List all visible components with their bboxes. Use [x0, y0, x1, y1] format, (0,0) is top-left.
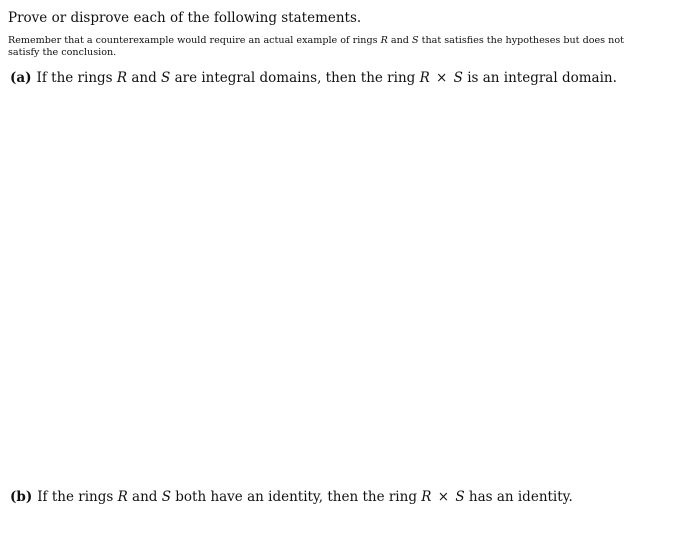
problem-b-text-2: and [127, 489, 162, 505]
instructions-heading: Prove or disprove each of the following statements. [8, 10, 362, 26]
problem-b-ring-s: S [161, 489, 171, 505]
problem-b-text-1: If the rings [37, 489, 118, 505]
ring-s-symbol: S [411, 35, 419, 46]
problem-b-product-r: R [421, 489, 432, 505]
problem-a-product-r: R [419, 70, 430, 86]
problem-b-times-symbol: × [437, 489, 450, 505]
problem-b-statement [10, 488, 573, 506]
problem-a-ring-s: S [161, 70, 171, 86]
problem-a-product-s: S [453, 70, 463, 86]
problem-a-text-1: If the rings [36, 70, 117, 86]
counterexample-note [8, 35, 658, 58]
problem-a-answer-area[interactable] [8, 92, 658, 482]
problem-b-product-s: S [455, 489, 465, 505]
note-text-end: that satisfies the hypotheses but does not satisfy the conclusion. [8, 35, 624, 58]
problem-a-text-2: and [127, 70, 162, 86]
problem-a-statement [10, 69, 617, 87]
problem-b-text-4: has an identity. [464, 489, 573, 505]
note-text-start: Remember that a counterexample would require an actual example of rings [8, 35, 381, 46]
note-text-and: and [387, 35, 412, 46]
problem-a-text-4: is an integral domain. [462, 70, 617, 86]
ring-r-symbol: R [380, 35, 388, 46]
problem-b-label: (b) [10, 489, 33, 505]
problem-b-text-3: both have an identity, then the ring [170, 489, 422, 505]
problem-a-text-3: are integral domains, then the ring [170, 70, 420, 86]
problem-b-ring-r: R [117, 489, 128, 505]
problem-a-label: (a) [10, 70, 32, 86]
problem-a-times-symbol: × [436, 70, 448, 86]
problem-a-ring-r: R [116, 70, 128, 86]
